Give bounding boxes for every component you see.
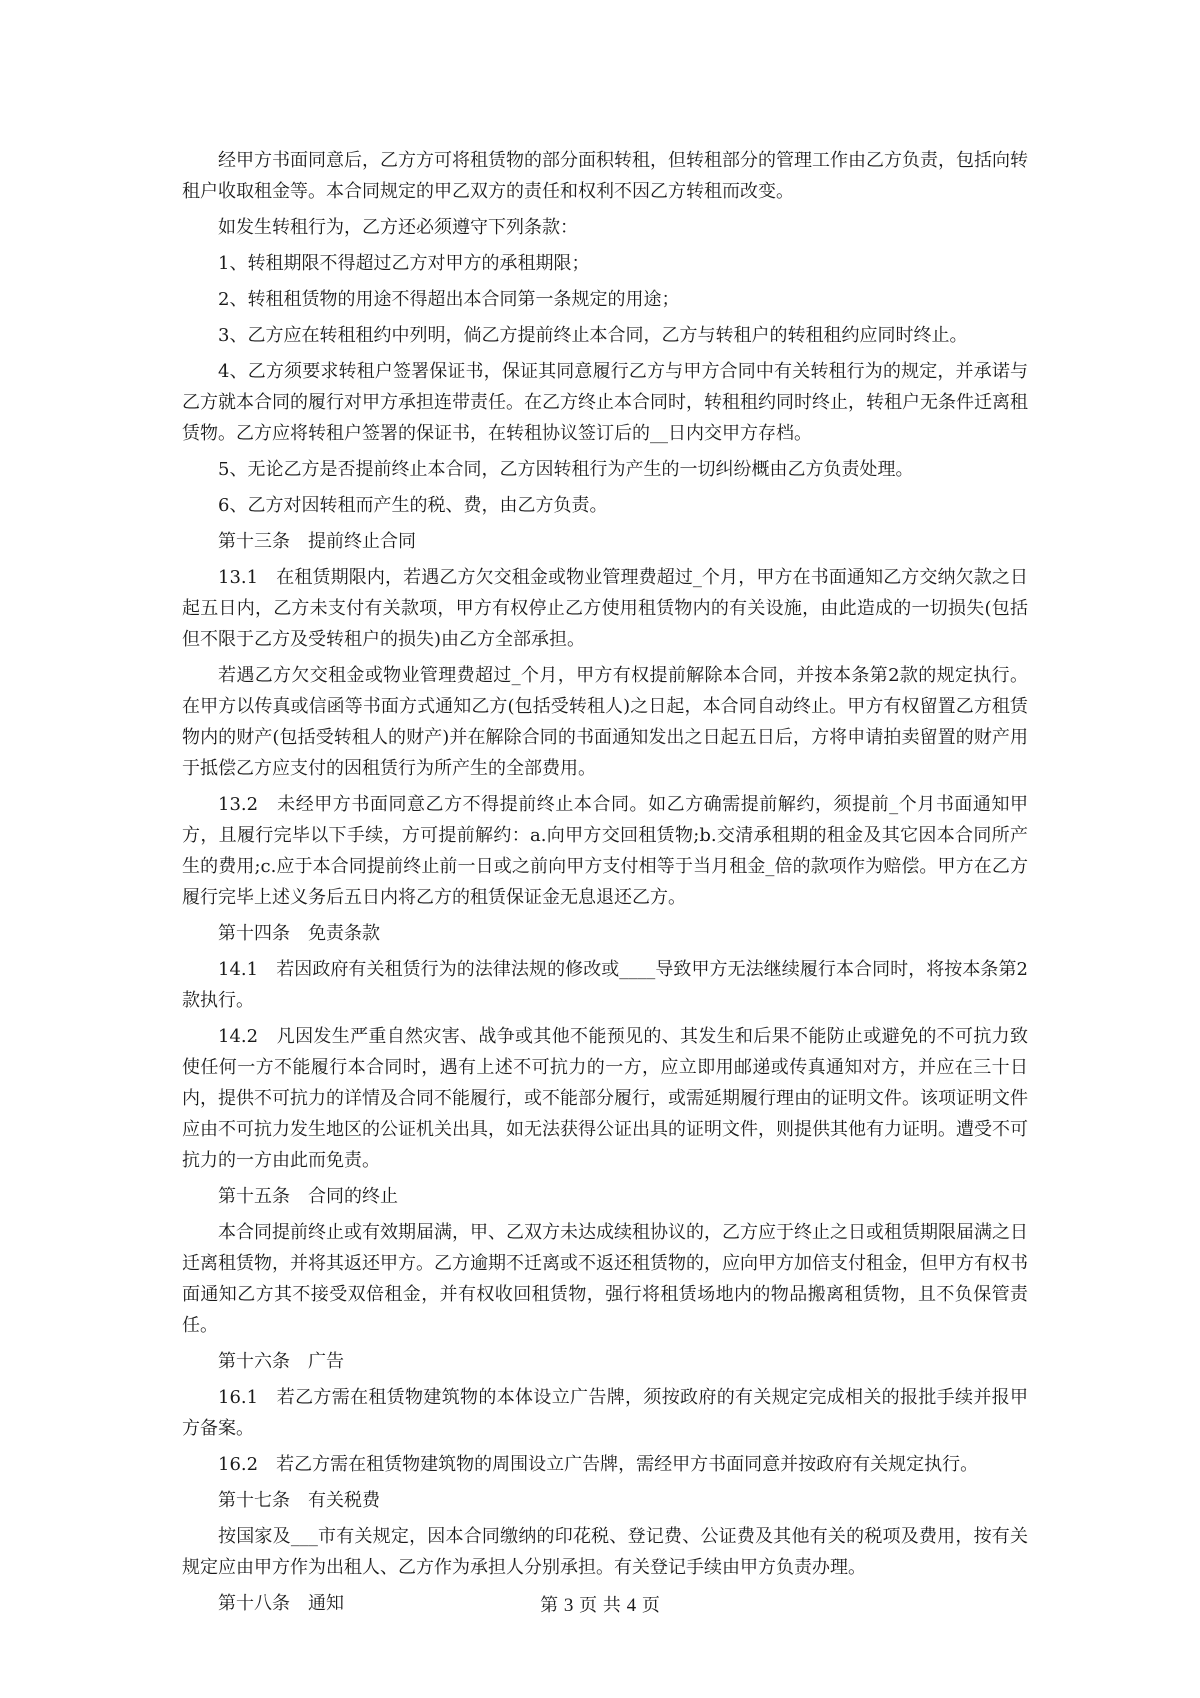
section-heading: 第十六条 广告 (218, 1351, 344, 1372)
current-page-number: 3 (563, 1595, 574, 1616)
list-item: 4、乙方须要求转租户签署保证书，保证其同意履行乙方与甲方合同中有关转租行为的规定，并承诺与乙方就本合同的履行对甲方承担连带责任。在乙方终止本合同时，转租租约同时终止，转租户无条件迁离租赁物。乙方应将转租户签署的保证书，在转租协议签订后的__日内交甲方存档。 (182, 361, 1028, 444)
document-body (182, 145, 1028, 1624)
footer-middle: 页 共 (579, 1595, 621, 1616)
paragraph: 如发生转租行为，乙方还必须遵守下列条款： (218, 217, 578, 238)
clause-paragraph: 13.1 在租赁期限内，若遇乙方欠交租金或物业管理费超过_个月，甲方在书面通知乙方交纳欠款之日起五日内，乙方未支付有关款项，甲方有权停止乙方使用租赁物内的有关设施，由此造成的一切损失(包括但不限于乙方及受转租户的损失)由乙方全部承担。 (182, 567, 1028, 650)
section-heading: 第十四条 免责条款 (218, 923, 380, 944)
paragraph: 若遇乙方欠交租金或物业管理费超过_个月，甲方有权提前解除本合同，并按本条第2款的规定执行。在甲方以传真或信函等书面方式通知乙方(包括受转租人)之日起，本合同自动终止。甲方有权留置乙方租赁物内的财产(包括受转租人的财产)并在解除合同的书面通知发出之日起五日后，方将申请拍卖留置的财产用于抵偿乙方应支付的因租赁行为所产生的全部费用。 (182, 665, 1028, 779)
section-heading: 第十三条 提前终止合同 (218, 531, 416, 552)
footer-prefix: 第 (540, 1595, 559, 1616)
section-heading: 第十七条 有关税费 (218, 1490, 380, 1511)
list-item: 3、乙方应在转租租约中列明，倘乙方提前终止本合同，乙方与转租户的转租租约应同时终止。 (218, 325, 968, 346)
clause-paragraph: 13.2 未经甲方书面同意乙方不得提前终止本合同。如乙方确需提前解约，须提前_个月书面通知甲方，且履行完毕以下手续，方可提前解约：a.向甲方交回租赁物;b.交清承租期的租金及其它因本合同所产生的费用;c.应于本合同提前终止前一日或之前向甲方支付相等于当月租金_倍的款项作为赔偿。甲方在乙方履行完毕上述义务后五日内将乙方的租赁保证金无息退还乙方。 (182, 794, 1028, 908)
total-page-count: 4 (626, 1595, 637, 1616)
list-item: 1、转租期限不得超过乙方对甲方的承租期限； (218, 253, 590, 274)
list-item: 2、转租租赁物的用途不得超出本合同第一条规定的用途； (218, 289, 680, 310)
list-item: 6、乙方对因转租而产生的税、费，由乙方负责。 (218, 495, 608, 516)
paragraph: 经甲方书面同意后，乙方方可将租赁物的部分面积转租，但转租部分的管理工作由乙方负责，包括向转租户收取租金等。本合同规定的甲乙双方的责任和权利不因乙方转租而改变。 (182, 150, 1028, 202)
section-heading: 第十五条 合同的终止 (218, 1186, 398, 1207)
section-heading: 第十八条 通知 (218, 1593, 344, 1614)
paragraph: 本合同提前终止或有效期届满，甲、乙双方未达成续租协议的，乙方应于终止之日或租赁期限届满之日迁离租赁物，并将其返还甲方。乙方逾期不迁离或不返还租赁物的，应向甲方加倍支付租金，但甲方有权书面通知乙方其不接受双倍租金，并有权收回租赁物，强行将租赁场地内的物品搬离租赁物，且不负保管责任。 (182, 1222, 1028, 1336)
footer-suffix: 页 (641, 1595, 660, 1616)
page-footer (0, 1594, 1200, 1618)
clause-paragraph: 16.1 若乙方需在租赁物建筑物的本体设立广告牌，须按政府的有关规定完成相关的报批手续并报甲方备案。 (182, 1387, 1028, 1439)
clause-paragraph: 14.1 若因政府有关租赁行为的法律法规的修改或____导致甲方无法继续履行本合同时，将按本条第2款执行。 (182, 959, 1028, 1011)
clause-paragraph: 16.2 若乙方需在租赁物建筑物的周围设立广告牌，需经甲方书面同意并按政府有关规定执行。 (218, 1454, 979, 1475)
paragraph: 按国家及___市有关规定，因本合同缴纳的印花税、登记费、公证费及其他有关的税项及费用，按有关规定应由甲方作为出租人、乙方作为承担人分别承担。有关登记手续由甲方负责办理。 (182, 1526, 1028, 1578)
list-item: 5、无论乙方是否提前终止本合同，乙方因转租行为产生的一切纠纷概由乙方负责处理。 (218, 459, 914, 480)
clause-paragraph: 14.2 凡因发生严重自然灾害、战争或其他不能预见的、其发生和后果不能防止或避免的不可抗力致使任何一方不能履行本合同时，遇有上述不可抗力的一方，应立即用邮递或传真通知对方，并应在三十日内，提供不可抗力的详情及合同不能履行，或不能部分履行，或需延期履行理由的证明文件。该项证明文件应由不可抗力发生地区的公证机关出具，如无法获得公证出具的证明文件，则提供其他有力证明。遭受不可抗力的一方由此而免责。 (182, 1026, 1028, 1171)
